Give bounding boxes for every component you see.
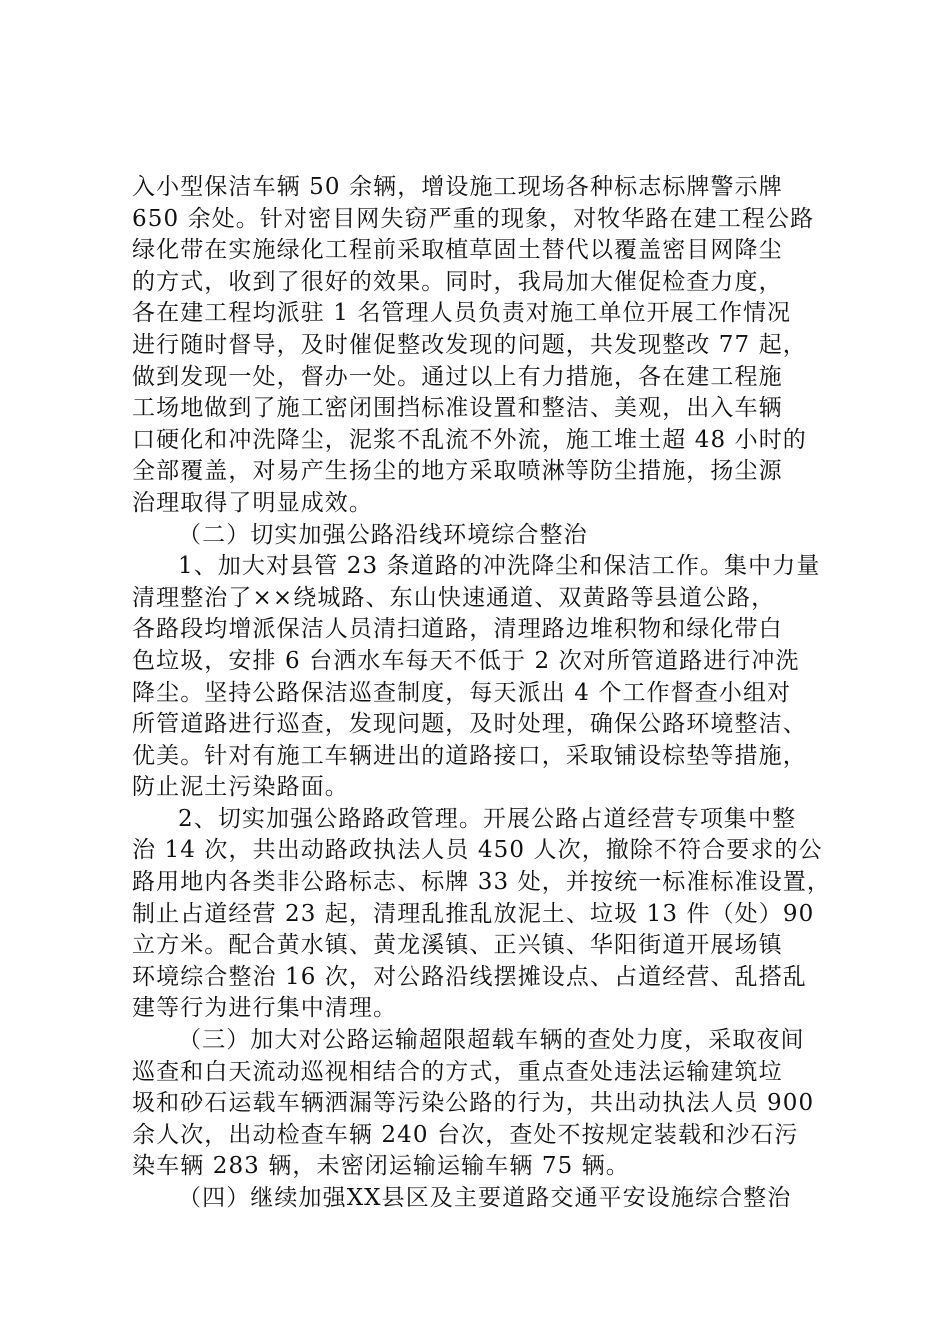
text-line: 染车辆 283 辆，未密闭运输运输车辆 75 辆。 [132, 1153, 630, 1180]
text-line: 各路段均增派保洁人员清扫道路，清理路边堆积物和绿化带白 [132, 616, 783, 643]
text-line: 工场地做到了施工密闭围挡标准设置和整洁、美观，出入车辆 [132, 395, 783, 422]
section-heading-text: （四）继续加强XX县区及主要道路交通平安设施综合整治 [178, 1185, 792, 1211]
text-line: 制止占道经营 23 起，清理乱推乱放泥土、垃圾 13 件（处）90 [132, 900, 815, 927]
text-line: 做到发现一处，督办一处。通过以上有力措施，各在建工程施 [132, 363, 783, 390]
section-heading-text: （二）切实加强公路沿线环境综合整治 [178, 521, 588, 548]
text-line: 全部覆盖，对易产生扬尘的地方采取喷淋等防尘措施，扬尘源 [132, 458, 783, 485]
document-body [132, 172, 832, 1215]
text-line: 巡查和白天流动巡视相结合的方式，重点查处违法运输建筑垃 [132, 1058, 783, 1085]
text-line: 降尘。坚持公路保洁巡查制度，每天派出 4 个工作督查小组对 [132, 679, 792, 706]
text-line: 进行随时督导，及时催促整改发现的问题，共发现整改 77 起， [132, 331, 807, 358]
text-line: 优美。针对有施工车辆进出的道路接口，采取铺设棕垫等措施， [132, 742, 807, 769]
paragraph-road-cleaning [132, 551, 832, 804]
paragraph-overload-enforcement [132, 1025, 832, 1183]
text-line: 路用地内各类非公路标志、标牌 33 处，并按统一标准标准设置， [132, 869, 831, 896]
text-line: 色垃圾，安排 6 台洒水车每天不低于 2 次对所管道路进行冲洗 [132, 647, 800, 674]
text-line: 清理整治了××绕城路、东山快速通道、双黄路等县道公路， [132, 584, 776, 611]
text-line: 环境综合整治 16 次，对公路沿线摆摊设点、占道经营、乱搭乱 [132, 963, 807, 990]
text-line: 所管道路进行巡查，发现问题，及时处理，确保公路环境整洁、 [132, 711, 807, 738]
text-line: 防止泥土污染路面。 [132, 774, 349, 801]
text-line: 圾和砂石运载车辆洒漏等污染公路的行为，共出动执法人员 900 [132, 1090, 815, 1117]
text-line: 各在建工程均派驻 1 名管理人员负责对施工单位开展工作情况 [132, 300, 792, 327]
text-line: 立方米。配合黄水镇、黄龙溪镇、正兴镇、华阳街道开展场镇 [132, 932, 783, 959]
paragraph-road-administration [132, 804, 832, 1025]
text-line: 1、加大对县管 23 条道路的冲洗降尘和保洁工作。集中力量 [178, 553, 821, 580]
text-line: 口硬化和冲洗降尘，泥浆不乱流不外流，施工堆土超 48 小时的 [132, 426, 807, 453]
text-line: 2、切实加强公路路政管理。开展公路占道经营专项集中整 [178, 805, 797, 832]
text-line: 入小型保洁车辆 50 余辆，增设施工现场各种标志标牌警示牌 [132, 174, 783, 200]
text-line: 绿化带在实施绿化工程前采取植草固土替代以覆盖密目网降尘 [132, 237, 783, 264]
text-line: 650 余处。针对密目网失窃严重的现象，对牧华路在建工程公路 [132, 205, 815, 232]
section-heading-2 [132, 520, 832, 552]
text-line: 建等行为进行集中清理。 [132, 995, 398, 1022]
text-line: 治 14 次，共出动路政执法人员 450 人次，撤除不符合要求的公 [132, 837, 823, 864]
section-heading-4 [132, 1183, 832, 1215]
text-line: 治理取得了明显成效。 [132, 489, 373, 516]
text-line: （三）加大对公路运输超限超载车辆的查处力度，采取夜间 [178, 1027, 805, 1054]
paragraph-dust-control [132, 172, 832, 520]
text-line: 的方式，收到了很好的效果。同时，我局加大催促检查力度， [132, 268, 783, 295]
text-line: 余人次，出动检查车辆 240 台次，查处不按规定装载和沙石污 [132, 1121, 799, 1148]
